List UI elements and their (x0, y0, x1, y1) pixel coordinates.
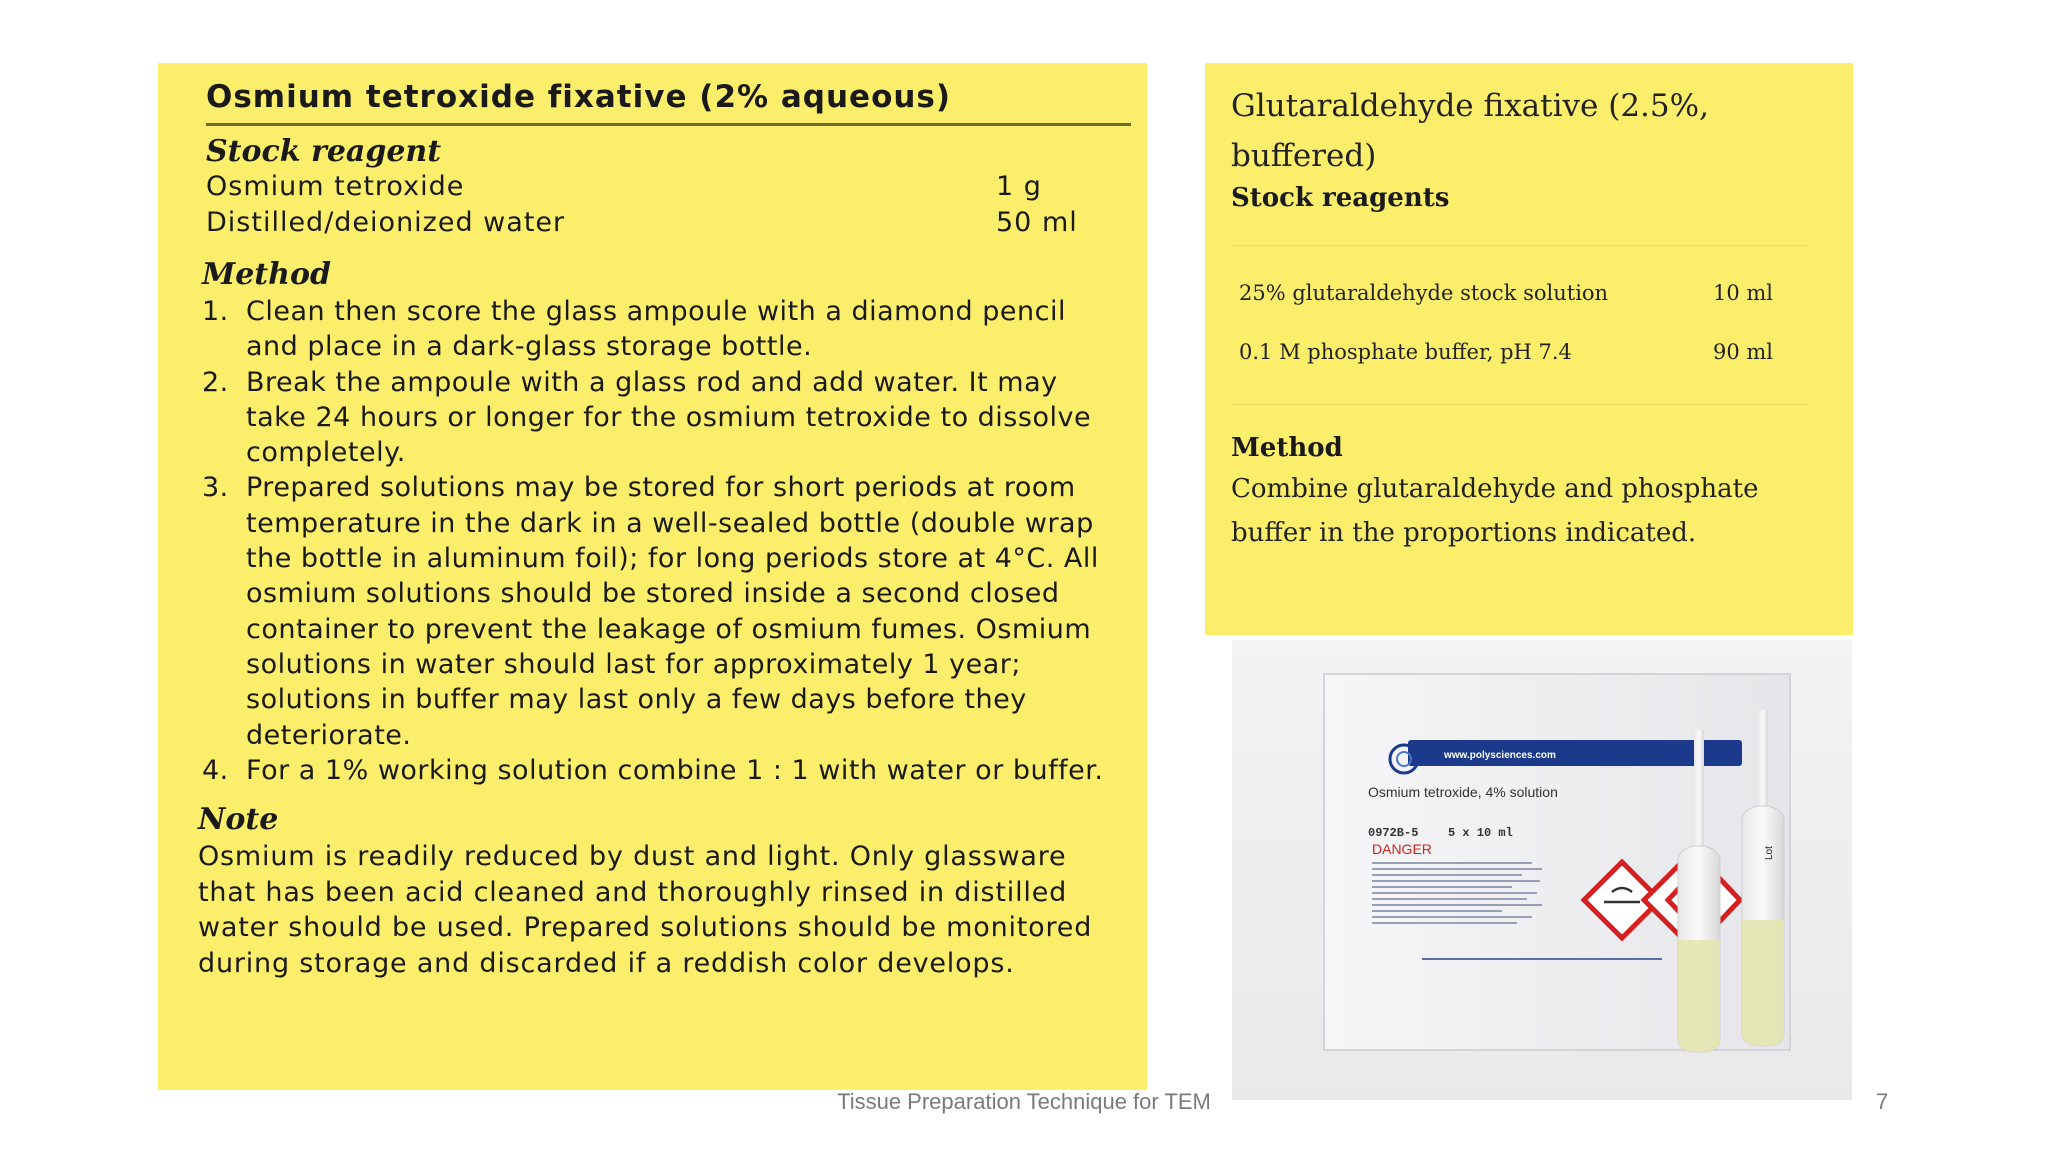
method-step (198, 365, 1123, 471)
osmium-note-text: Osmium is readily reduced by dust and light. Only glassware that has been acid cleaned and thoroughly rinsed in distilled water should be used. Prepared solutions should be monitored during storage and discarded if a reddish color develops. (198, 841, 1093, 979)
reagent-name: Osmium tetroxide (206, 171, 465, 202)
glutaraldehyde-reagent-table (1231, 245, 1809, 405)
step-number: 2. (202, 366, 229, 398)
footer-title: Tissue Preparation Technique for TEM (837, 1089, 1211, 1114)
reagent-name: 25% glutaraldehyde stock solution (1239, 281, 1609, 305)
catalog-number: 0972B-5 (1368, 826, 1419, 840)
glutaraldehyde-stock-heading: Stock reagents (1231, 183, 1450, 213)
danger-label: DANGER (1372, 841, 1432, 857)
reagent-amount: 50 ml (996, 207, 1078, 238)
step-text: Break the ampoule with a glass rod and add water. It may take 24 hours or longer for the osmium tetroxide to dissolve completely. (246, 366, 1092, 469)
glutaraldehyde-method-text: Combine glutaraldehyde and phosphate buffer in the proportions indicated. (1231, 474, 1759, 548)
step-number: 3. (202, 472, 229, 504)
page-number: 7 (1876, 1089, 1889, 1114)
osmium-title: Osmium tetroxide fixative (2% aqueous) (206, 79, 1131, 126)
website-text: www.polysciences.com (1444, 750, 1556, 761)
osmium-method-heading: Method (202, 257, 331, 292)
osmium-method-steps (198, 294, 1123, 788)
method-step (198, 470, 1123, 752)
step-text: For a 1% working solution combine 1 : 1 with water or buffer. (246, 754, 1104, 786)
step-text: Clean then score the glass ampoule with a diamond pencil and place in a dark-glass storage bottle. (246, 296, 1066, 363)
reagent-amount: 90 ml (1713, 340, 1774, 364)
step-number: 4. (202, 754, 229, 786)
product-illustration (1232, 640, 1852, 1100)
method-step (198, 753, 1123, 788)
reagent-name: Distilled/deionized water (206, 207, 566, 238)
table-row (1239, 264, 1809, 323)
osmium-fixative-panel (158, 63, 1147, 1090)
osmium-reagent-row (206, 205, 1096, 241)
method-step (198, 294, 1123, 365)
reagent-amount: 1 g (996, 171, 1042, 202)
product-name: Osmium tetroxide, 4% solution (1368, 784, 1558, 800)
reagent-amount: 10 ml (1713, 281, 1774, 305)
osmium-reagent-row (206, 169, 1096, 205)
glutaraldehyde-method-heading: Method (1231, 433, 1343, 463)
lot-label: Lot (1764, 846, 1775, 860)
osmium-note-heading: Note (198, 802, 279, 838)
glutaraldehyde-title: Glutaraldehyde fixative (2.5%, buffered) (1231, 88, 1709, 174)
step-text: Prepared solutions may be stored for short periods at room temperature in the dark in a well-sealed bottle (double wrap the bottle in aluminum foil); for long periods store at 4°C. All osmium solutions should be stored inside a second closed container to prevent the leakage of osmium fumes. Osmium solutions in water should last for approximately 1 year; solutions in buffer may last only a few days before they deteriorate. (246, 472, 1099, 751)
osmium-stock-heading: Stock reagent (206, 134, 442, 169)
step-number: 1. (202, 296, 229, 327)
glutaraldehyde-fixative-panel (1205, 63, 1853, 635)
package-quantity: 5 x 10 ml (1448, 826, 1513, 840)
osmium-product-photo (1232, 640, 1852, 1100)
reagent-name: 0.1 M phosphate buffer, pH 7.4 (1239, 340, 1572, 364)
table-row (1239, 323, 1809, 382)
